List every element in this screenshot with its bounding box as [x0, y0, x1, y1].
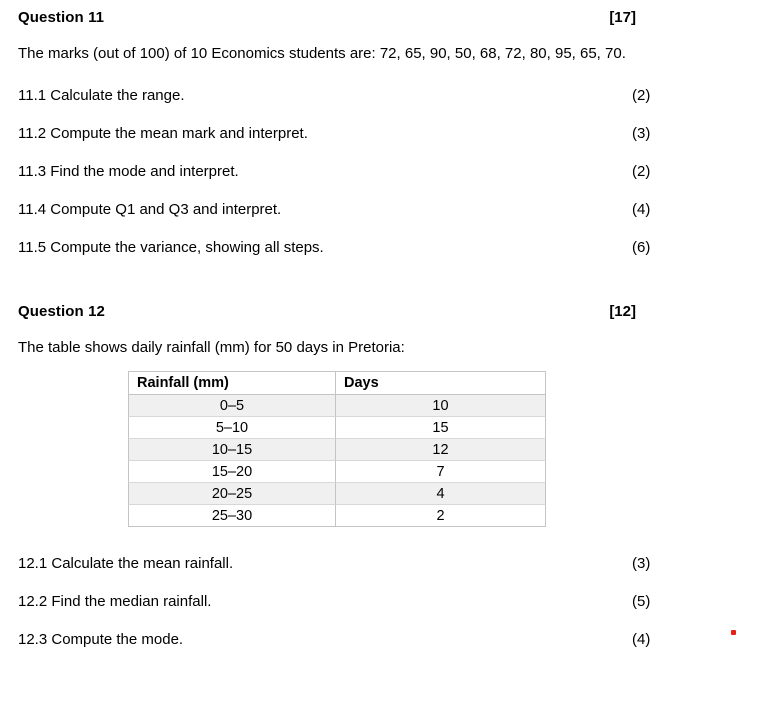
- subquestion-12-2-text: 12.2 Find the median rainfall.: [18, 593, 212, 610]
- subquestion-11-1-marks: (2): [632, 87, 651, 104]
- cell-days-count: 7: [336, 461, 546, 483]
- spacer: [0, 221, 772, 237]
- question-11-header: [18, 9, 754, 26]
- table-header-row: [128, 371, 546, 395]
- subquestion-11-3-marks: (2): [632, 163, 651, 180]
- cell-days-count: 12: [336, 439, 546, 461]
- table-row: [128, 483, 546, 505]
- rainfall-frequency-table: [128, 371, 546, 527]
- spacer: [0, 575, 772, 591]
- question-12-intro: The table shows daily rainfall (mm) for 50 days in Pretoria:: [18, 339, 405, 356]
- question-12-subquestions: [0, 553, 772, 651]
- cell-days-count: 15: [336, 417, 546, 439]
- question-12-total-marks: [12]: [609, 303, 636, 320]
- spacer-q12-intro: [0, 320, 772, 337]
- question-11-total-marks: [17]: [609, 9, 636, 26]
- subquestion-11-3-text: 11.3 Find the mode and interpret.: [18, 163, 239, 180]
- spacer-table-sublist: [0, 527, 772, 553]
- spacer: [0, 107, 772, 123]
- subquestion-11-1: [18, 85, 754, 107]
- red-dot-marker: [731, 630, 736, 635]
- subquestion-11-5-marks: (6): [632, 239, 651, 256]
- spacer: [0, 183, 772, 199]
- question-12-title: Question 12: [18, 303, 105, 320]
- subquestion-11-2-text: 11.2 Compute the mean mark and interpret.: [18, 125, 308, 142]
- spacer-q12-table: [0, 359, 772, 371]
- rainfall-table-head: [128, 371, 546, 395]
- spacer-q11-sublist: [0, 65, 772, 85]
- question-11-intro: The marks (out of 100) of 10 Economics students are: 72, 65, 90, 50, 68, 72, 80, 95, 65, 70.: [18, 45, 626, 62]
- cell-rainfall-range: 5–10: [128, 417, 336, 439]
- subquestion-12-3: [18, 629, 754, 651]
- subquestion-11-4-marks: (4): [632, 201, 651, 218]
- subquestion-11-4-text: 11.4 Compute Q1 and Q3 and interpret.: [18, 201, 282, 218]
- subquestion-12-2-marks: (5): [632, 593, 651, 610]
- subquestion-11-2: [18, 123, 754, 145]
- rainfall-table-container: [128, 371, 772, 527]
- cell-rainfall-range: 15–20: [128, 461, 336, 483]
- rainfall-table-body: [128, 395, 546, 527]
- spacer-q11-intro: [0, 26, 772, 43]
- subquestion-12-1-marks: (3): [632, 555, 651, 572]
- table-row: [128, 505, 546, 527]
- subquestion-11-5-text: 11.5 Compute the variance, showing all steps.: [18, 239, 324, 256]
- cell-days-count: 2: [336, 505, 546, 527]
- spacer: [0, 145, 772, 161]
- subquestion-11-1-text: 11.1 Calculate the range.: [18, 87, 185, 104]
- subquestion-12-3-text: 12.3 Compute the mode.: [18, 631, 184, 648]
- table-row: [128, 395, 546, 417]
- subquestion-11-3: [18, 161, 754, 183]
- cell-rainfall-range: 25–30: [128, 505, 336, 527]
- question-11-title: Question 11: [18, 9, 105, 26]
- cell-days-count: 4: [336, 483, 546, 505]
- subquestion-12-1: [18, 553, 754, 575]
- top-spacer: [0, 0, 772, 9]
- question-12-header: [18, 303, 754, 320]
- column-header-days: Days: [336, 371, 546, 395]
- subquestion-11-4: [18, 199, 754, 221]
- subquestion-12-1-text: 12.1 Calculate the mean rainfall.: [18, 555, 234, 572]
- spacer: [0, 613, 772, 629]
- spacer-between-questions: [0, 259, 772, 303]
- table-row: [128, 461, 546, 483]
- subquestion-12-3-marks: (4): [632, 631, 651, 648]
- question-11-subquestions: [0, 85, 772, 259]
- table-row: [128, 439, 546, 461]
- cell-rainfall-range: 20–25: [128, 483, 336, 505]
- subquestion-11-5: [18, 237, 754, 259]
- subquestion-12-2: [18, 591, 754, 613]
- table-row: [128, 417, 546, 439]
- cell-rainfall-range: 10–15: [128, 439, 336, 461]
- subquestion-11-2-marks: (3): [632, 125, 651, 142]
- cell-rainfall-range: 0–5: [128, 395, 336, 417]
- column-header-rainfall: Rainfall (mm): [128, 371, 336, 395]
- cell-days-count: 10: [336, 395, 546, 417]
